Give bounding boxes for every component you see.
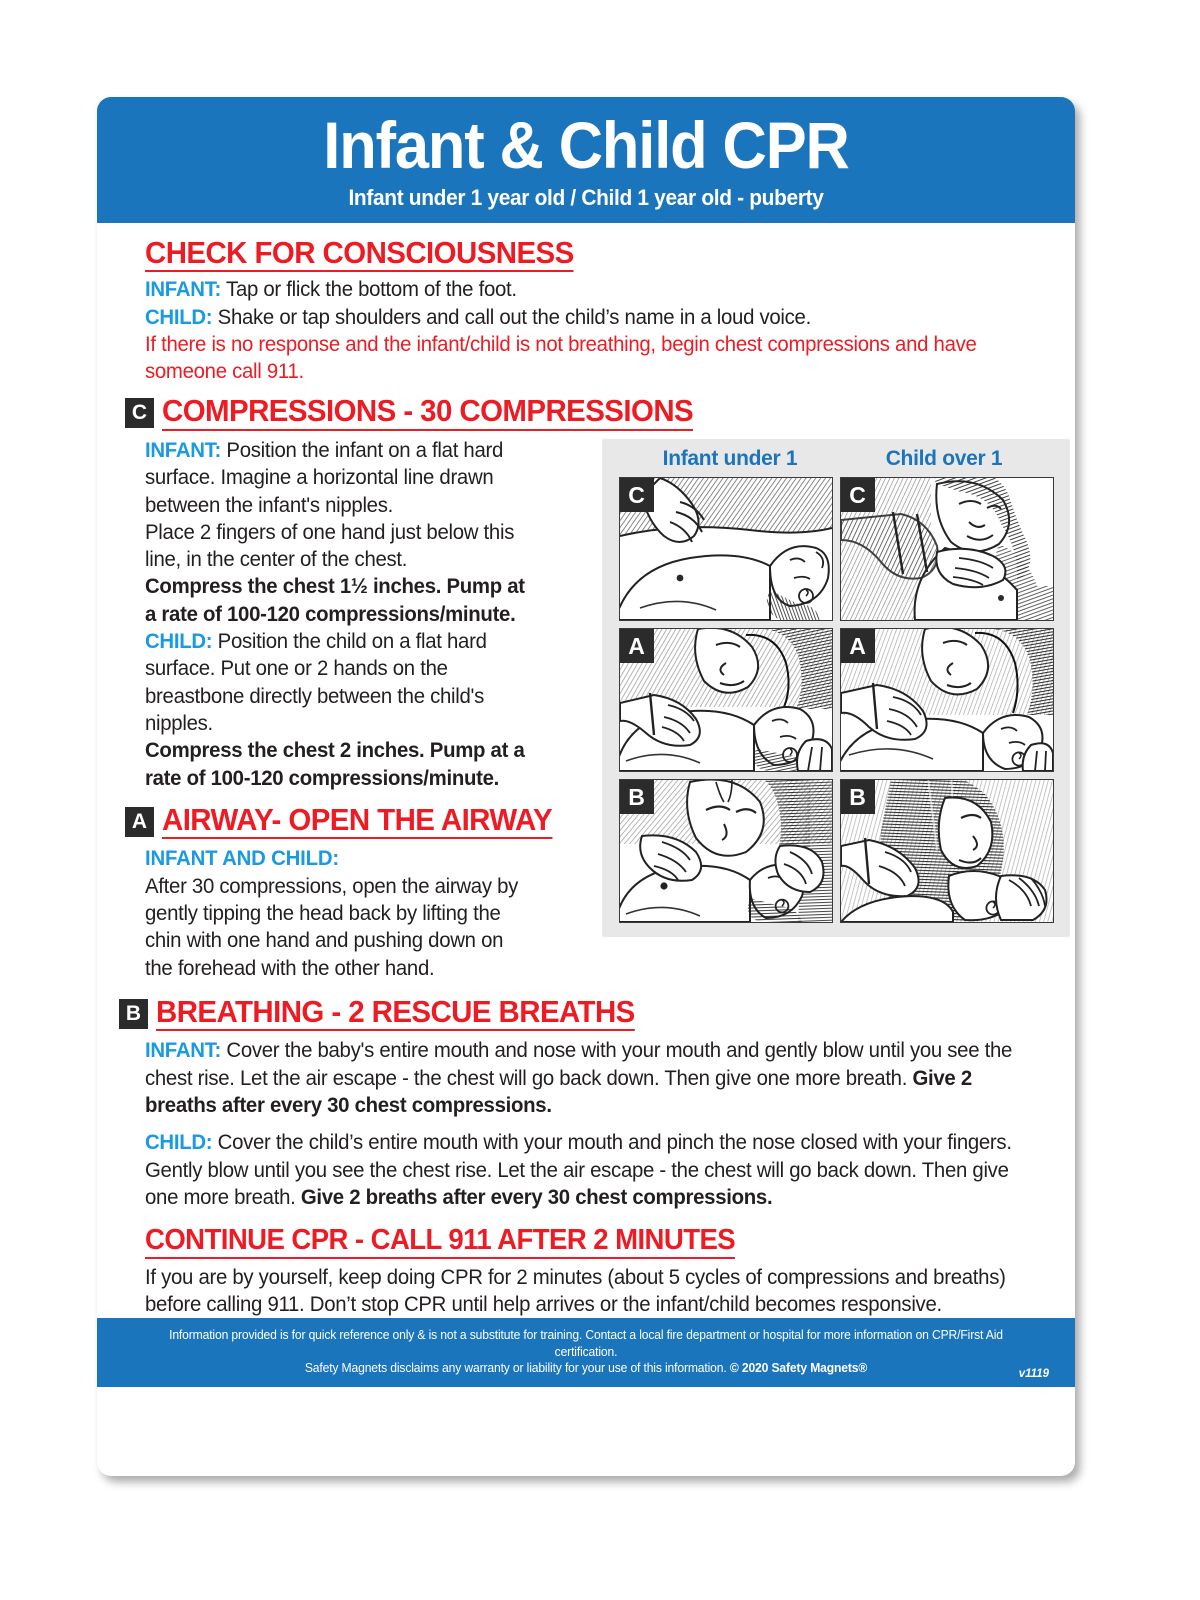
section-heading-breathing: BREATHING - 2 RESCUE BREATHS bbox=[156, 996, 635, 1032]
cell-tag-b: B bbox=[841, 780, 875, 814]
illustration-cell-a-infant bbox=[619, 628, 833, 772]
cell-tag-a: A bbox=[620, 629, 654, 663]
child-text: Shake or tap shoulders and call out the child’s name in a loud voice. bbox=[212, 305, 811, 329]
infant-text: Cover the baby's entire mouth and nose with your mouth and gently blow until you see the chest rise. Let the air escape - the chest will go back down. Then give one more breath. bbox=[145, 1039, 1013, 1090]
illustration-cell-a-child bbox=[840, 628, 1054, 772]
section-heading-consciousness: CHECK FOR CONSCIOUSNESS bbox=[145, 237, 574, 273]
compressions-text-column bbox=[97, 437, 547, 792]
poster-footer bbox=[97, 1318, 1075, 1387]
badge-c: C bbox=[125, 398, 154, 428]
footer-disclaimer-line1: Information provided is for quick reference only & is not a substitute for training. Contact a local fire department or hospital for more information on CPR/First Aid certification. bbox=[169, 1328, 1003, 1359]
infant-text: Tap or flick the bottom of the foot. bbox=[221, 278, 517, 302]
footer-disclaimer-line2 bbox=[141, 1360, 1031, 1377]
footer-warranty-text: Safety Magnets disclaims any warranty or liability for your use of this information. bbox=[304, 1361, 730, 1376]
illustration-cell-c-child bbox=[840, 477, 1054, 621]
badge-a: A bbox=[125, 807, 154, 837]
continue-text: If you are by yourself, keep doing CPR for 2 minutes (about 5 cycles of compressions and breaths) before calling 911. Don’t stop CPR until help arrives or the infant/child becomes responsive. bbox=[145, 1265, 1006, 1316]
breathing-child-line bbox=[145, 1129, 1018, 1211]
section-airway bbox=[97, 801, 1075, 982]
airway-text-column bbox=[97, 845, 547, 981]
poster-header bbox=[97, 97, 1075, 223]
cell-tag-c: C bbox=[841, 478, 875, 512]
child-label: CHILD: bbox=[145, 305, 213, 329]
cell-tag-a: A bbox=[841, 629, 875, 663]
child-text: Cover the child’s entire mouth with your mouth and pinch the nose closed with your fingers. Gently blow until you see the chest rise. Let the air escape - the chest will go back down. Then give one more breath. bbox=[145, 1131, 1012, 1209]
version-label: v1119 bbox=[1018, 1368, 1049, 1381]
infant-label: INFANT: bbox=[145, 438, 222, 462]
page-subtitle: Infant under 1 year old / Child 1 year old - puberty bbox=[348, 184, 824, 210]
compressions-infant-line2: Place 2 fingers of one hand just below this line, in the center of the chest. bbox=[145, 520, 515, 572]
infant-bold: Give 2 breaths after every 30 chest compressions. bbox=[145, 1066, 972, 1117]
breathing-text bbox=[97, 1037, 1075, 1211]
cell-tag-b: B bbox=[620, 780, 654, 814]
badge-b: B bbox=[119, 999, 148, 1029]
infant-text: Position the infant on a flat hard surface. Imagine a horizontal line drawn between the infant's nipples. bbox=[145, 438, 504, 517]
section-compressions bbox=[97, 393, 1075, 811]
section-heading-continue: CONTINUE CPR - CALL 911 AFTER 2 MINUTES bbox=[145, 1225, 735, 1258]
compressions-infant-line bbox=[145, 437, 527, 519]
illustration-cell-c-infant bbox=[619, 477, 833, 621]
section-check-consciousness bbox=[97, 233, 1075, 386]
section-heading-compressions: COMPRESSIONS - 30 COMPRESSIONS bbox=[162, 395, 693, 431]
illustration-header-child: Child over 1 bbox=[885, 447, 1003, 471]
child-text: Position the child on a flat hard surface. Put one or 2 hands on the breastbone directly between the child's nipples. bbox=[145, 630, 487, 735]
illustration-column-headers bbox=[602, 447, 1070, 471]
consciousness-child-line bbox=[145, 304, 1016, 331]
section-heading-airway: AIRWAY- OPEN THE AIRWAY bbox=[162, 804, 552, 840]
infant-label: INFANT: bbox=[145, 1039, 222, 1063]
breathing-infant-line bbox=[145, 1037, 1018, 1119]
cpr-poster bbox=[97, 97, 1075, 1476]
section-breathing bbox=[97, 993, 1075, 1211]
compressions-child-bold: Compress the chest 2 inches. Pump at a rate of 100-120 compressions/minute. bbox=[145, 739, 525, 790]
illustration-header-infant: Infant under 1 bbox=[662, 447, 798, 471]
page-title: Infant & Child CPR bbox=[323, 108, 849, 182]
compressions-infant-bold: Compress the chest 1½ inches. Pump at a rate of 100-120 compressions/minute. bbox=[145, 575, 525, 626]
poster-body bbox=[97, 223, 1075, 1319]
footer-copyright: © 2020 Safety Magnets® bbox=[729, 1361, 868, 1376]
section-continue-cpr bbox=[97, 1225, 1075, 1318]
child-label: CHILD: bbox=[145, 1131, 213, 1155]
airway-text: After 30 compressions, open the airway by gently tipping the head back by lifting the chin with one hand and pushing down on the forehead with the other hand. bbox=[145, 874, 519, 980]
compressions-child-line bbox=[145, 628, 527, 737]
airway-label: INFANT AND CHILD: bbox=[145, 847, 339, 871]
child-bold: Give 2 breaths after every 30 chest compressions. bbox=[300, 1185, 773, 1209]
infant-label: INFANT: bbox=[145, 278, 222, 302]
consciousness-infant-line bbox=[145, 276, 1016, 303]
consciousness-warning: If there is no response and the infant/child is not breathing, begin chest compressions and have someone call 911. bbox=[145, 332, 977, 384]
child-label: CHILD: bbox=[145, 630, 213, 654]
cell-tag-c: C bbox=[620, 478, 654, 512]
